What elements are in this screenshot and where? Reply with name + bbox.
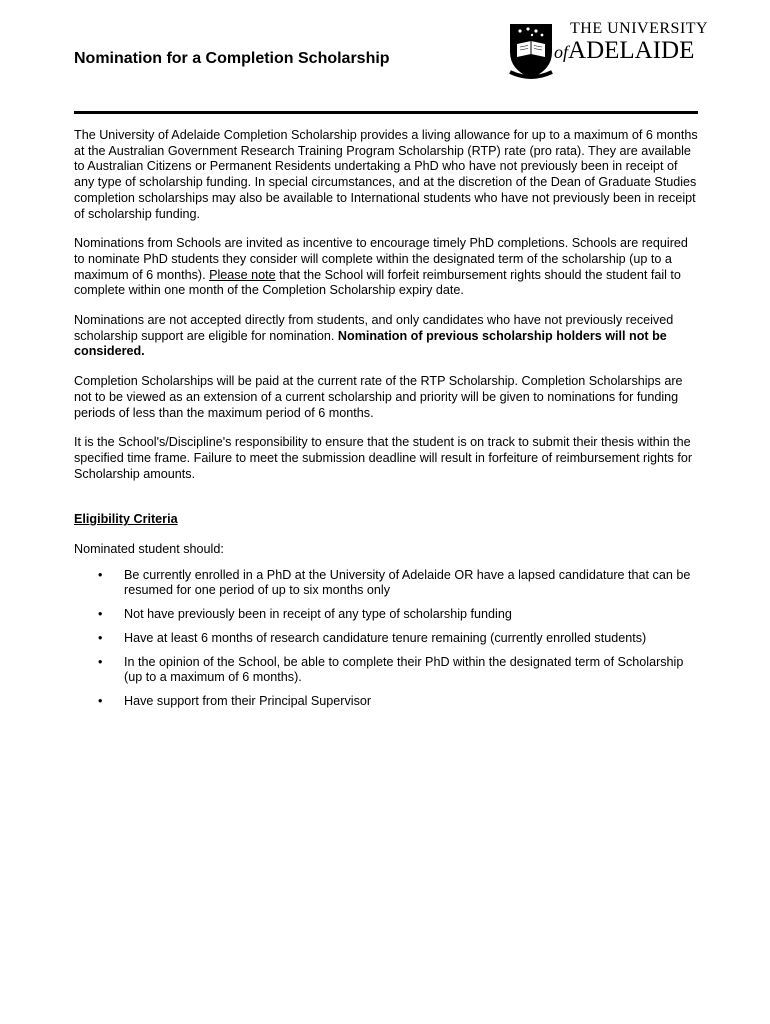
crest-icon (506, 20, 556, 82)
list-item: • Have at least 6 months of research candidature tenure remaining (currently enrolled students) (74, 631, 700, 647)
eligibility-heading: Eligibility Criteria (74, 512, 178, 527)
please-note-text: Please note (209, 267, 276, 282)
header-divider (74, 111, 698, 114)
intro-paragraph-3: Nominations are not accepted directly from students, and only candidates who have not previously received scholarship support are eligible for nomination. Nomination of previous scholarship holders will not be considered. (74, 313, 674, 359)
eligibility-list (74, 568, 700, 710)
logo-wordmark-line2: ofADELAIDE (554, 37, 695, 64)
university-logo (506, 20, 716, 84)
page-title: Nomination for a Completion Scholarship (74, 50, 390, 67)
list-item: • Be currently enrolled in a PhD at the University of Adelaide OR have a lapsed candidature that can be resumed for one period of up to six months only (74, 568, 700, 599)
intro-paragraph-2: Nominations from Schools are invited as incentive to encourage timely PhD completions. Schools are required to nominate PhD students they consider will complete within the designated term of the scholarship (up to a maximum of 6 months). Please note that the School will forfeit reimbursement rights should the student fail to complete within one month of the Completion Scholarship expiry date. (74, 236, 688, 298)
intro-paragraph-4: Completion Scholarships will be paid at the current rate of the RTP Scholarship. Completion Scholarships are not to be viewed as an extension of a current scholarship and priority will be given to nominations for funding periods of less than the maximum period of 6 months. (74, 374, 683, 420)
eligibility-lead: Nominated student should: (74, 542, 224, 557)
list-item: • In the opinion of the School, be able to complete their PhD within the designated term of Scholarship (up to a maximum of 6 months). (74, 655, 700, 686)
document-body (74, 128, 700, 718)
previous-holders-warning: Nomination of previous scholarship holders will not be considered. (74, 328, 667, 359)
list-item: • Not have previously been in receipt of any type of scholarship funding (74, 607, 700, 623)
intro-paragraph-1: The University of Adelaide Completion Scholarship provides a living allowance for up to a maximum of 6 months at the Australian Government Research Training Program Scholarship (RTP) rate (pro rata). They are available to Australian Citizens or Permanent Residents undertaking a PhD who have not previously been in receipt of any type of scholarship funding. In special circumstances, and at the discretion of the Dean of Graduate Studies completion scholarships may also be available to International students who have not previously been in receipt of scholarship funding. (74, 128, 698, 221)
intro-paragraph-5: It is the School's/Discipline's responsibility to ensure that the student is on track to submit their thesis within the specified time frame. Failure to meet the submission deadline will result in forfeiture of reimbursement rights for Scholarship amounts. (74, 435, 693, 481)
logo-wordmark-line1: THE UNIVERSITY (570, 20, 709, 37)
list-item: • Have support from their Principal Supervisor (74, 694, 700, 710)
